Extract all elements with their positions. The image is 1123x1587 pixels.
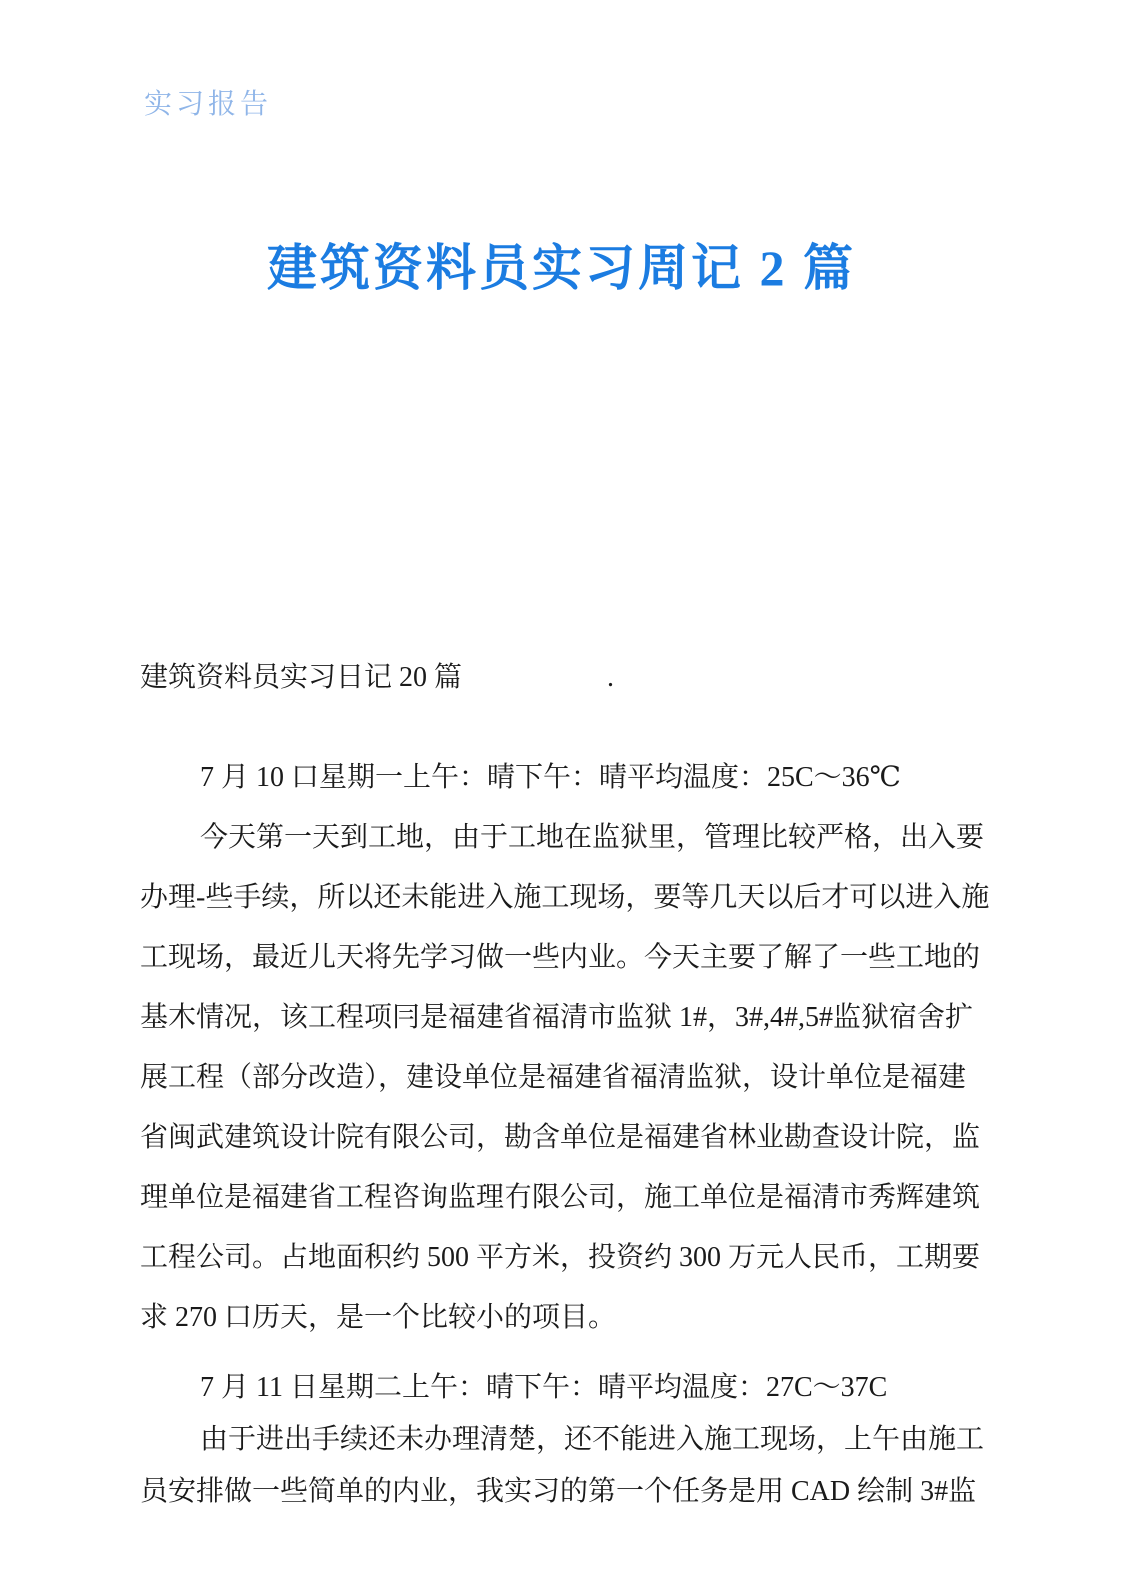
paragraph-line: 基木情况，该工程项冃是福建省福清市监狱 1#，3#,4#,5#监狱宿舍扩 xyxy=(140,1002,974,1033)
intro-line xyxy=(140,648,1005,708)
document-title: 建筑资料员实习周记 2 篇 xyxy=(267,240,856,296)
paragraph xyxy=(140,1414,1005,1518)
paragraph-line: 员安排做一些简单的内业，我实习的第一个任务是用 CAD 绘制 3#监 xyxy=(140,1476,977,1507)
paragraph-line: 今天第一天到工地，由于工地在监狱里，管理比较严格，出入要 xyxy=(200,822,985,853)
paragraph xyxy=(140,808,1005,1348)
intro-trailing-mark: . xyxy=(607,662,615,693)
paragraph-list xyxy=(140,748,1005,1518)
paragraph-line: 展工程（部分改造），建设单位是福建省福清监狱，设计单位是福建 xyxy=(140,1062,967,1093)
paragraph-line: 由于进出手续还未办理清楚，还不能进入施工现场，上午由施工 xyxy=(200,1424,985,1455)
paragraph-line: 求 270 口历天，是一个比较小的项目。 xyxy=(140,1302,617,1333)
paragraph-line: 办理-些手续，所以还未能进入施工现场，要等几天以后才可以进入施 xyxy=(140,882,990,913)
paragraph-line: 理单位是福建省工程咨询监理冇限公司，施工单位是福清市秀辉建筑 xyxy=(140,1182,981,1213)
paragraph-line: 工现场，最近儿天将先学习做一些内业。今天主要了解了一些工地的 xyxy=(140,942,981,973)
document-body xyxy=(140,648,1005,1518)
paragraph-line: 7 月 10 口星期一上午：晴下午：晴平均温度：25C～36℃ xyxy=(200,762,902,793)
paragraph-line: 省闽武建筑设计院有限公司，勘含单位是福建省林业勘查设计院，监 xyxy=(140,1122,981,1153)
paragraph xyxy=(140,1362,1005,1414)
intro-text: 建筑资料员实习日记 20 篇 xyxy=(140,662,463,693)
paragraph-line: 7 月 11 日星期二上午：晴下午：晴平均温度：27C～37C xyxy=(200,1372,888,1403)
document-header-label: 实习报告 xyxy=(144,89,273,120)
paragraph xyxy=(140,748,1005,808)
paragraph-line: 工程公司。占地面积约 500 平方米，投资约 300 万元人民币，工期要 xyxy=(140,1242,981,1273)
